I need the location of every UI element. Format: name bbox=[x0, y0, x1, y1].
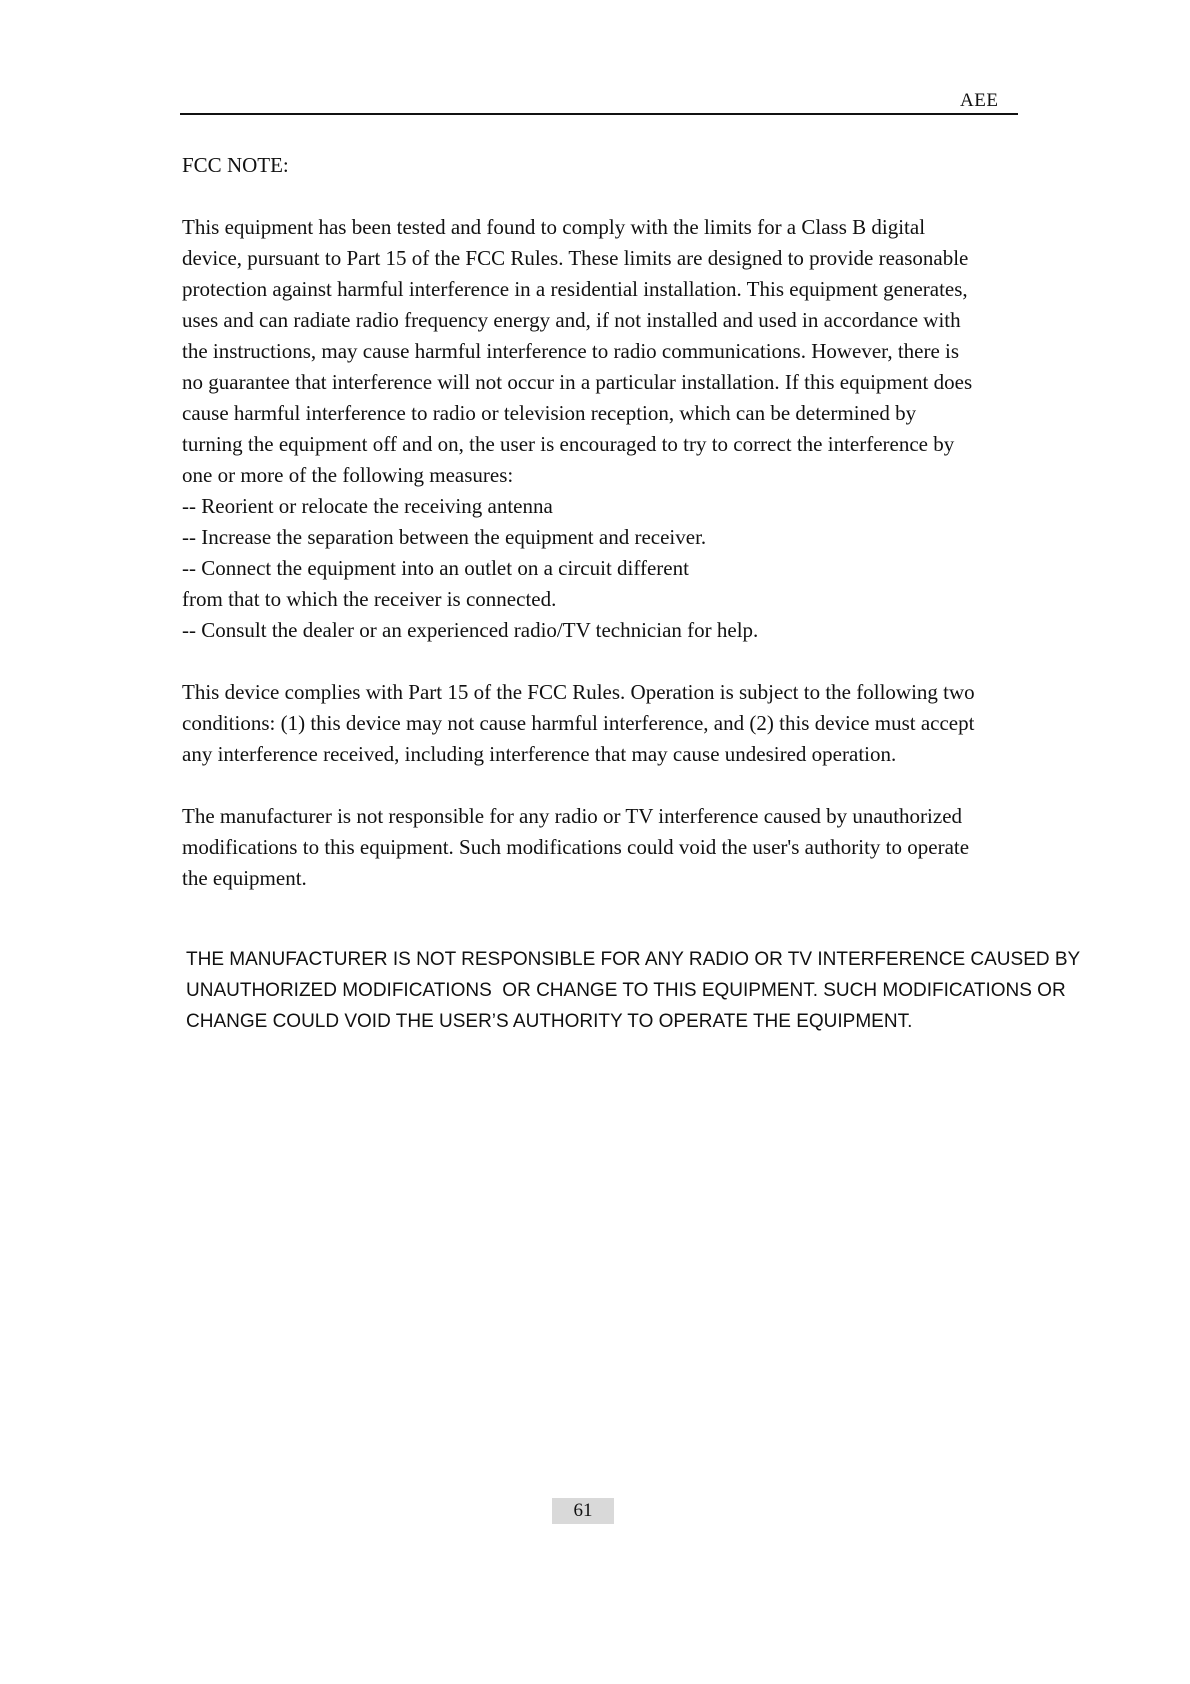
paragraph-line: any interference received, including interference that may cause undesired operation. bbox=[182, 742, 897, 766]
paragraph-line: protection against harmful interference in a residential installation. This equipment generates, bbox=[182, 277, 968, 301]
fcc-compliance-paragraph bbox=[182, 212, 1032, 646]
measure-item: -- Increase the separation between the equipment and receiver. bbox=[182, 525, 707, 549]
paragraph-line: the instructions, may cause harmful interference to radio communications. However, there is bbox=[182, 339, 960, 363]
paragraph-line: modifications to this equipment. Such modifications could void the user's authority to operate bbox=[182, 835, 970, 859]
paragraph-line: uses and can radiate radio frequency energy and, if not installed and used in accordance with bbox=[182, 308, 961, 332]
paragraph-line: conditions: (1) this device may not cause harmful interference, and (2) this device must accept bbox=[182, 711, 975, 735]
measure-item: -- Reorient or relocate the receiving antenna bbox=[182, 494, 553, 518]
page-title: FCC NOTE: bbox=[182, 153, 289, 177]
uppercase-warning-notice bbox=[186, 944, 1146, 1037]
measure-item: -- Connect the equipment into an outlet on a circuit different bbox=[182, 556, 689, 580]
paragraph-spacer bbox=[182, 770, 1032, 801]
paragraph-line: device, pursuant to Part 15 of the FCC Rules. These limits are designed to provide reasonable bbox=[182, 246, 969, 270]
manufacturer-disclaimer-paragraph bbox=[182, 801, 1032, 894]
notice-line: THE MANUFACTURER IS NOT RESPONSIBLE FOR ANY RADIO OR TV INTERFERENCE CAUSED BY bbox=[186, 949, 1081, 970]
notice-line: CHANGE COULD VOID THE USER’S AUTHORITY TO OPERATE THE EQUIPMENT. bbox=[186, 1011, 913, 1032]
paragraph-line: cause harmful interference to radio or television reception, which can be determined by bbox=[182, 401, 917, 425]
paragraph-line: the equipment. bbox=[182, 866, 307, 890]
measure-item: -- Consult the dealer or an experienced radio/TV technician for help. bbox=[182, 618, 759, 642]
paragraph-line: no guarantee that interference will not occur in a particular installation. If this equipment does bbox=[182, 370, 973, 394]
measure-item: from that to which the receiver is connected. bbox=[182, 587, 557, 611]
document-body bbox=[182, 150, 1032, 894]
header-divider bbox=[180, 113, 1018, 115]
page-number: 61 bbox=[552, 1498, 614, 1524]
notice-line: UNAUTHORIZED MODIFICATIONS OR CHANGE TO THIS EQUIPMENT. SUCH MODIFICATIONS OR bbox=[186, 980, 1066, 1001]
paragraph-line: one or more of the following measures: bbox=[182, 463, 514, 487]
fcc-conditions-paragraph bbox=[182, 677, 1032, 770]
header-brand: AEE bbox=[960, 90, 999, 111]
paragraph-line: The manufacturer is not responsible for any radio or TV interference caused by unauthorized bbox=[182, 804, 963, 828]
paragraph-line: This device complies with Part 15 of the FCC Rules. Operation is subject to the following two bbox=[182, 680, 975, 704]
paragraph-line: This equipment has been tested and found to comply with the limits for a Class B digital bbox=[182, 215, 926, 239]
paragraph-line: turning the equipment off and on, the user is encouraged to try to correct the interference by bbox=[182, 432, 955, 456]
paragraph-spacer bbox=[182, 646, 1032, 677]
